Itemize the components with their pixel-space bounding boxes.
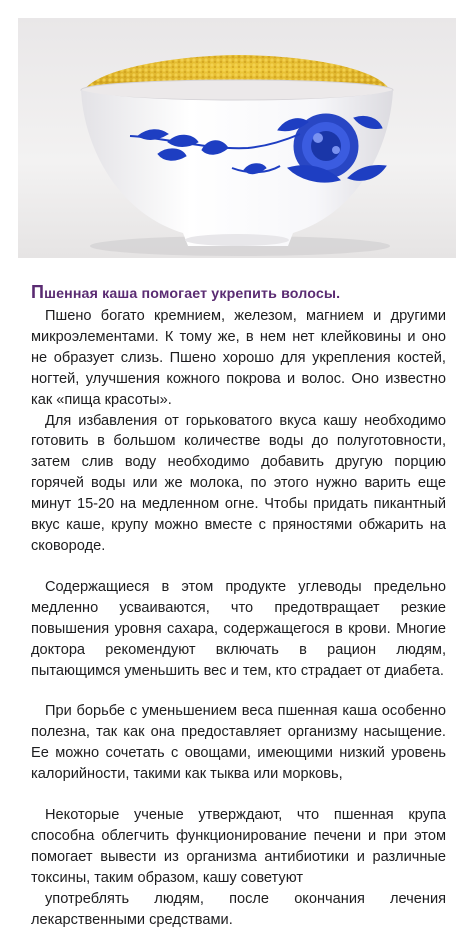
paragraph-liver: Некоторые ученые утверждают, что пшенная крупа способна облегчить функционирование печени и при этом помогает вывести из организма антибиотики и различные токсины, таким образом, кашу советуют [31,807,446,886]
heading-initial: П [31,282,45,302]
millet-bowl-image [18,18,456,258]
millet-bowl-photo [18,18,456,258]
paragraph-after-treatment: употреблять людям, после окончания лечения лекарственными средствами. [31,890,446,928]
article-heading [31,282,446,304]
paragraph-cooking: Для избавления от горьковатого вкуса кашу необходимо готовить в большом количестве воды до полуготовности, затем слив воду необходимо добавить другую порцию горячей воды или же молока, по этого нужно варить еще минут 15-20 на медленном огне. Чтобы придать пикантный вкус каше, крупу можно вместе с пряностями обжарить на сковороде. [31,412,446,554]
paragraph-carbohydrates: Содержащиеся в этом продукте углеводы предельно медленно усваиваются, что предотвращает резкие повышения уровня сахара, содержащегося в крови. Многие доктора рекомендуют включать в рацион людям, пытающимся уменьшить вес и тем, кто страдает от диабета. [31,578,446,679]
heading-text: шенная каша помогает укрепить волосы. [44,286,341,302]
paragraph-weight-loss: При борьбе с уменьшением веса пшенная каша особенно полезна, так как она предоставляет организму насыщение. Ее можно сочетать с овощами, имеющими низкий уровень калорийности, такими как тыква или морковь, [31,703,446,783]
article [31,282,446,930]
paragraph-nutrients: Пшено богато кремнием, железом, магнием и другими микроэлементами. К тому же, в нем нет клейковины и оно не образует слизь. Пшено хорошо для укрепления костей, ногтей, улучшения кожного покрова и волос. Оно известно как «пища красоты». [31,308,446,408]
